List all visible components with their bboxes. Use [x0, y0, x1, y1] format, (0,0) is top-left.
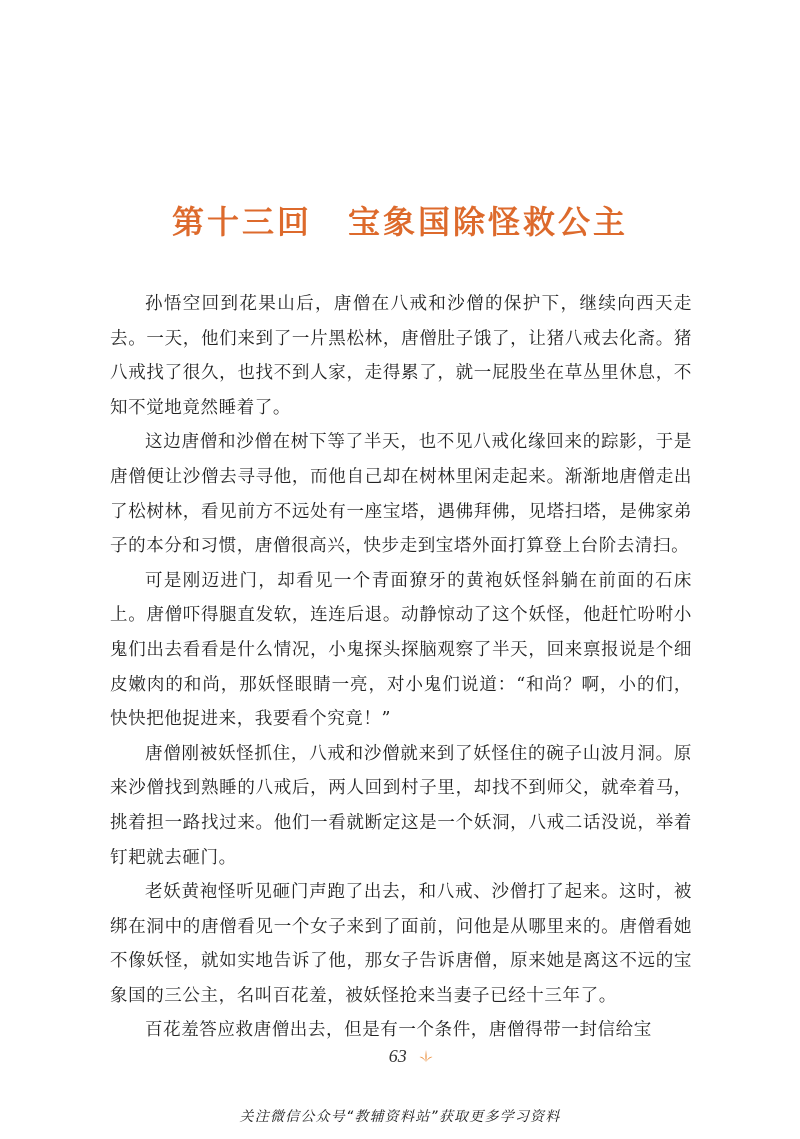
paragraph: 可是刚迈进门，却看见一个青面獠牙的黄袍妖怪斜躺在前面的石床上。唐僧吓得腿直发软，连连后退。动静惊动了这个妖怪，他赶忙吩咐小鬼们出去看看是什么情况，小鬼探头探脑观察了半天，回来禀报说是个细皮嫩肉的和尚，那妖怪眼睛一亮，对小鬼们说道：“和尚？啊，小的们，快快把他捉进来，我要看个究竟！” [110, 570, 692, 730]
chapter-heading: 宝象国除怪救公主 [348, 203, 629, 242]
paragraph: 这边唐僧和沙僧在树下等了半天，也不见八戒化缘回来的踪影，于是唐僧便让沙僧去寻寻他，而他自己却在树林里闲走起来。渐渐地唐僧走出了松树林，看见前方不远处有一座宝塔，遇佛拜佛，见塔扫塔，是佛家弟子的本分和习惯，唐僧很高兴，快步走到宝塔外面打算登上台阶去清扫。 [110, 432, 692, 557]
chapter-body [110, 287, 692, 1048]
footer-watermark-note: 关注微信公众号“教辅资料站”获取更多学习资料 [239, 1109, 561, 1125]
chapter-title [0, 197, 800, 243]
chapter-number: 第十三回 [171, 203, 312, 242]
paragraph: 老妖黄袍怪听见砸门声跑了出去，和八戒、沙僧打了起来。这时，被绑在洞中的唐僧看见一个女子来到了面前，问他是从哪里来的。唐僧看她不像妖怪，就如实地告诉了他，那女子告诉唐僧，原来她是离这不远的宝象国的三公主，名叫百花羞，被妖怪抢来当妻子已经十三年了。 [110, 882, 692, 1006]
paragraph: 唐僧刚被妖怪抓住，八戒和沙僧就来到了妖怪住的碗子山波月洞。原来沙僧找到熟睡的八戒后，两人回到村子里，却找不到师父，就牵着马，挑着担一路找过来。他们一看就断定这是一个妖洞，八戒二话没说，举着钉耙就去砸门。 [110, 743, 692, 868]
paragraph: 百花羞答应救唐僧出去，但是有一个条件，唐僧得带一封信给宝 [145, 1020, 652, 1041]
page-number-area [0, 1046, 800, 1067]
page-number: 63 [388, 1046, 407, 1066]
leaf-ornament-icon [419, 1049, 433, 1063]
paragraph: 孙悟空回到花果山后，唐僧在八戒和沙僧的保护下，继续向西天走去。一天，他们来到了一片黑松林，唐僧肚子饿了，让猪八戒去化斋。猪八戒找了很久，也找不到人家，走得累了，就一屁股坐在草丛里休息，不知不觉地竟然睡着了。 [110, 294, 692, 418]
